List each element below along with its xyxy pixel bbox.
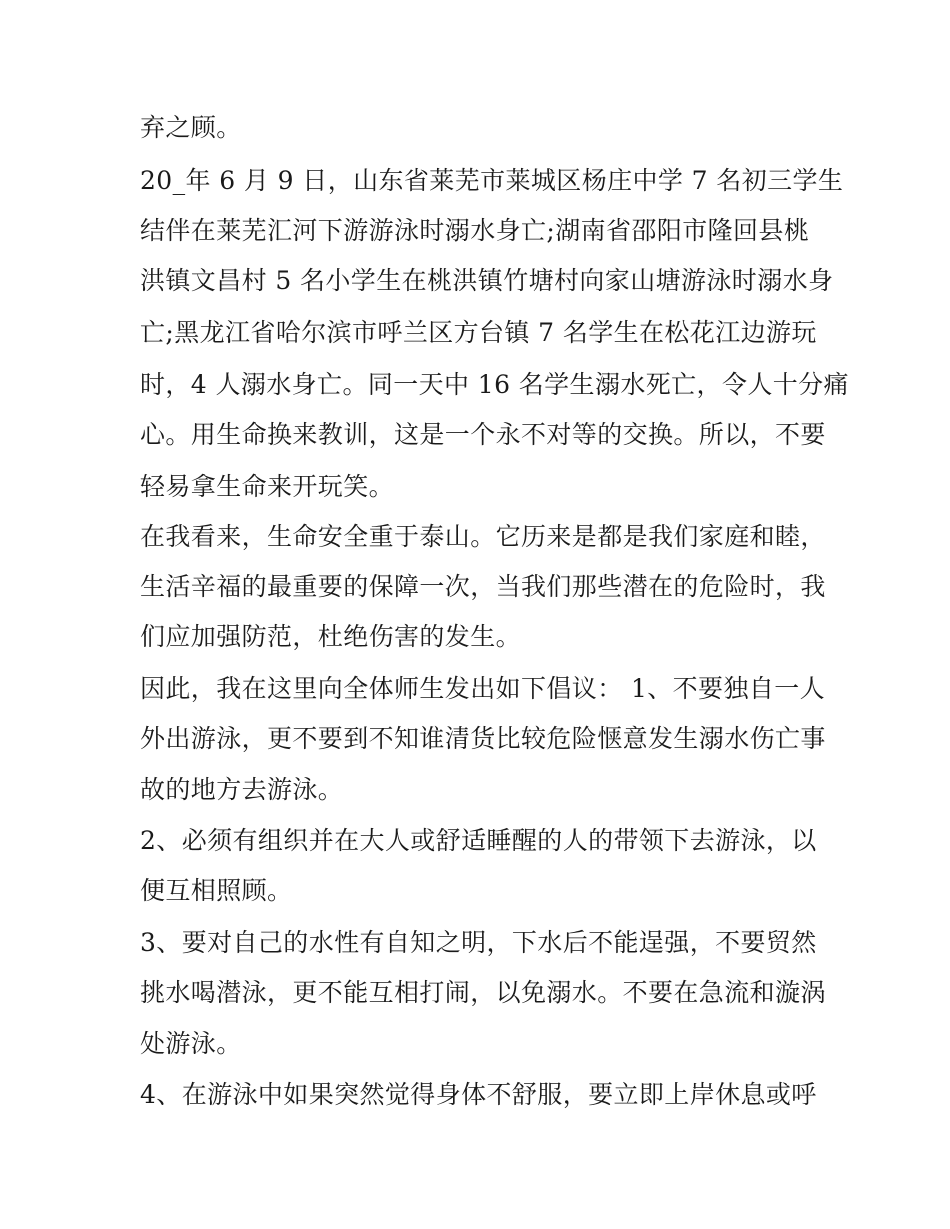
text-line: 4、在游泳中如果突然觉得身体不舒服，要立即上岸休息或呼: [140, 1080, 817, 1109]
text-line: 们应加强防范，杜绝伤害的发生。: [140, 622, 522, 651]
text-line: 故的地方去游泳。: [140, 775, 344, 804]
text-line: 弃之顾。: [140, 113, 242, 142]
text-line: 2、必须有组织并在大人或舒适睡醒的人的带领下去游泳，以: [140, 826, 817, 855]
text-line: 3、要对自己的水性有自知之明，下水后不能逞强，不要贸然: [140, 928, 817, 957]
text-line: 时，4 人溺水身亡。同一天中 16 名学生溺水死亡，令人十分痛: [140, 370, 849, 399]
text-line: 便互相照顾。: [140, 876, 293, 905]
text-line: 20_年 6 月 9 日，山东省莱芜市莱城区杨庄中学 7 名初三学生: [140, 166, 844, 195]
text-line: 轻易拿生命来开玩笑。: [140, 472, 395, 501]
text-line: 因此，我在这里向全体师生发出如下倡议： 1、不要独自一人: [140, 674, 826, 703]
text-line: 挑水喝潜泳，更不能互相打闹，以免溺水。不要在急流和漩涡: [140, 978, 826, 1007]
text-line: 亡;黑龙江省哈尔滨市呼兰区方台镇 7 名学生在松花江边游玩: [140, 318, 817, 347]
text-line: 处游泳。: [140, 1029, 242, 1058]
text-line: 生活辛福的最重要的保障一次，当我们那些潜在的危险时，我: [140, 572, 826, 601]
text-line: 外出游泳，更不要到不知谁清货比较危险惬意发生溺水伤亡事: [140, 724, 826, 753]
text-line: 结伴在莱芜汇河下游游泳时溺水身亡;湖南省邵阳市隆回县桃: [140, 216, 810, 245]
text-line: 洪镇文昌村 5 名小学生在桃洪镇竹塘村向家山塘游泳时溺水身: [140, 266, 834, 295]
text-line: 在我看来，生命安全重于泰山。它历来是都是我们家庭和睦，: [140, 522, 826, 551]
text-line: 心。用生命换来教训，这是一个永不对等的交换。所以，不要: [140, 420, 826, 449]
